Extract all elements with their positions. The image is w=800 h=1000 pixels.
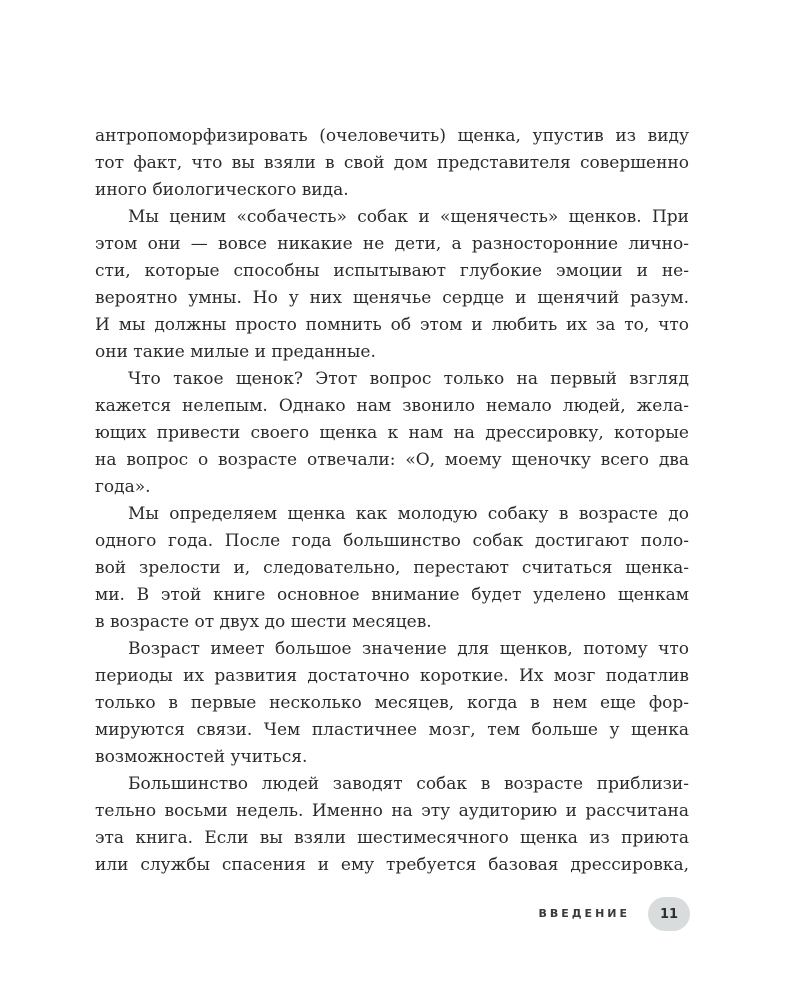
text-line: тот факт, что вы взяли в свой дом представителя совершенно (95, 153, 689, 173)
text-line: года». (95, 477, 151, 497)
text-line: тельно восьми недель. Именно на эту аудиторию и рассчитана (95, 801, 689, 821)
text-line: сти, которые способны испытывают глубокие эмоции и не- (95, 261, 689, 281)
text-line: периоды их развития достаточно короткие. Их мозг податлив (95, 666, 689, 686)
text-line: в возрасте от двух до шести месяцев. (95, 612, 432, 632)
text-line: иного биологического вида. (95, 180, 349, 200)
text-line: вероятно умны. Но у них щенячье сердце и щенячий разум. (95, 288, 689, 308)
page-footer (0, 897, 800, 937)
text-line: эта книга. Если вы взяли шестимесячного щенка из приюта (95, 828, 689, 848)
text-line: на вопрос о возрасте отвечали: «О, моему щеночку всего два (95, 450, 689, 470)
page-number: 11 (659, 906, 679, 922)
text-line: Мы ценим «собачесть» собак и «щенячесть» щенков. При (128, 207, 689, 227)
text-line: этом они — вовсе никакие не дети, а разносторонние лично- (95, 234, 689, 254)
text-line: Возраст имеет большое значение для щенков, потому что (128, 639, 689, 659)
running-head: ВВЕДЕНИЕ (538, 907, 630, 920)
text-line: кажется нелепым. Однако нам звонило немало людей, жела- (95, 396, 689, 416)
text-line: Что такое щенок? Этот вопрос только на первый взгляд (128, 369, 689, 389)
text-line: они такие милые и преданные. (95, 342, 376, 362)
text-line: И мы должны просто помнить об этом и любить их за то, что (95, 315, 689, 335)
text-line: одного года. После года большинство собак достигают поло- (95, 531, 689, 551)
page-number-badge (648, 897, 690, 931)
text-line: ющих привести своего щенка к нам на дрессировку, которые (95, 423, 689, 443)
text-line: только в первые несколько месяцев, когда в нем еще фор- (95, 693, 689, 713)
body-text (95, 123, 689, 879)
text-line: мируются связи. Чем пластичнее мозг, тем больше у щенка (95, 720, 689, 740)
text-line: или службы спасения и ему требуется базовая дрессировка, (95, 855, 689, 875)
text-line: возможностей учиться. (95, 747, 308, 767)
text-line: антропоморфизировать (очеловечить) щенка, упустив из виду (95, 126, 689, 146)
text-line: вой зрелости и, следовательно, перестают считаться щенка- (95, 558, 689, 578)
text-line: Большинство людей заводят собак в возрасте приблизи- (128, 774, 689, 794)
text-line: ми. В этой книге основное внимание будет уделено щенкам (95, 585, 689, 605)
text-line: Мы определяем щенка как молодую собаку в возрасте до (128, 504, 689, 524)
